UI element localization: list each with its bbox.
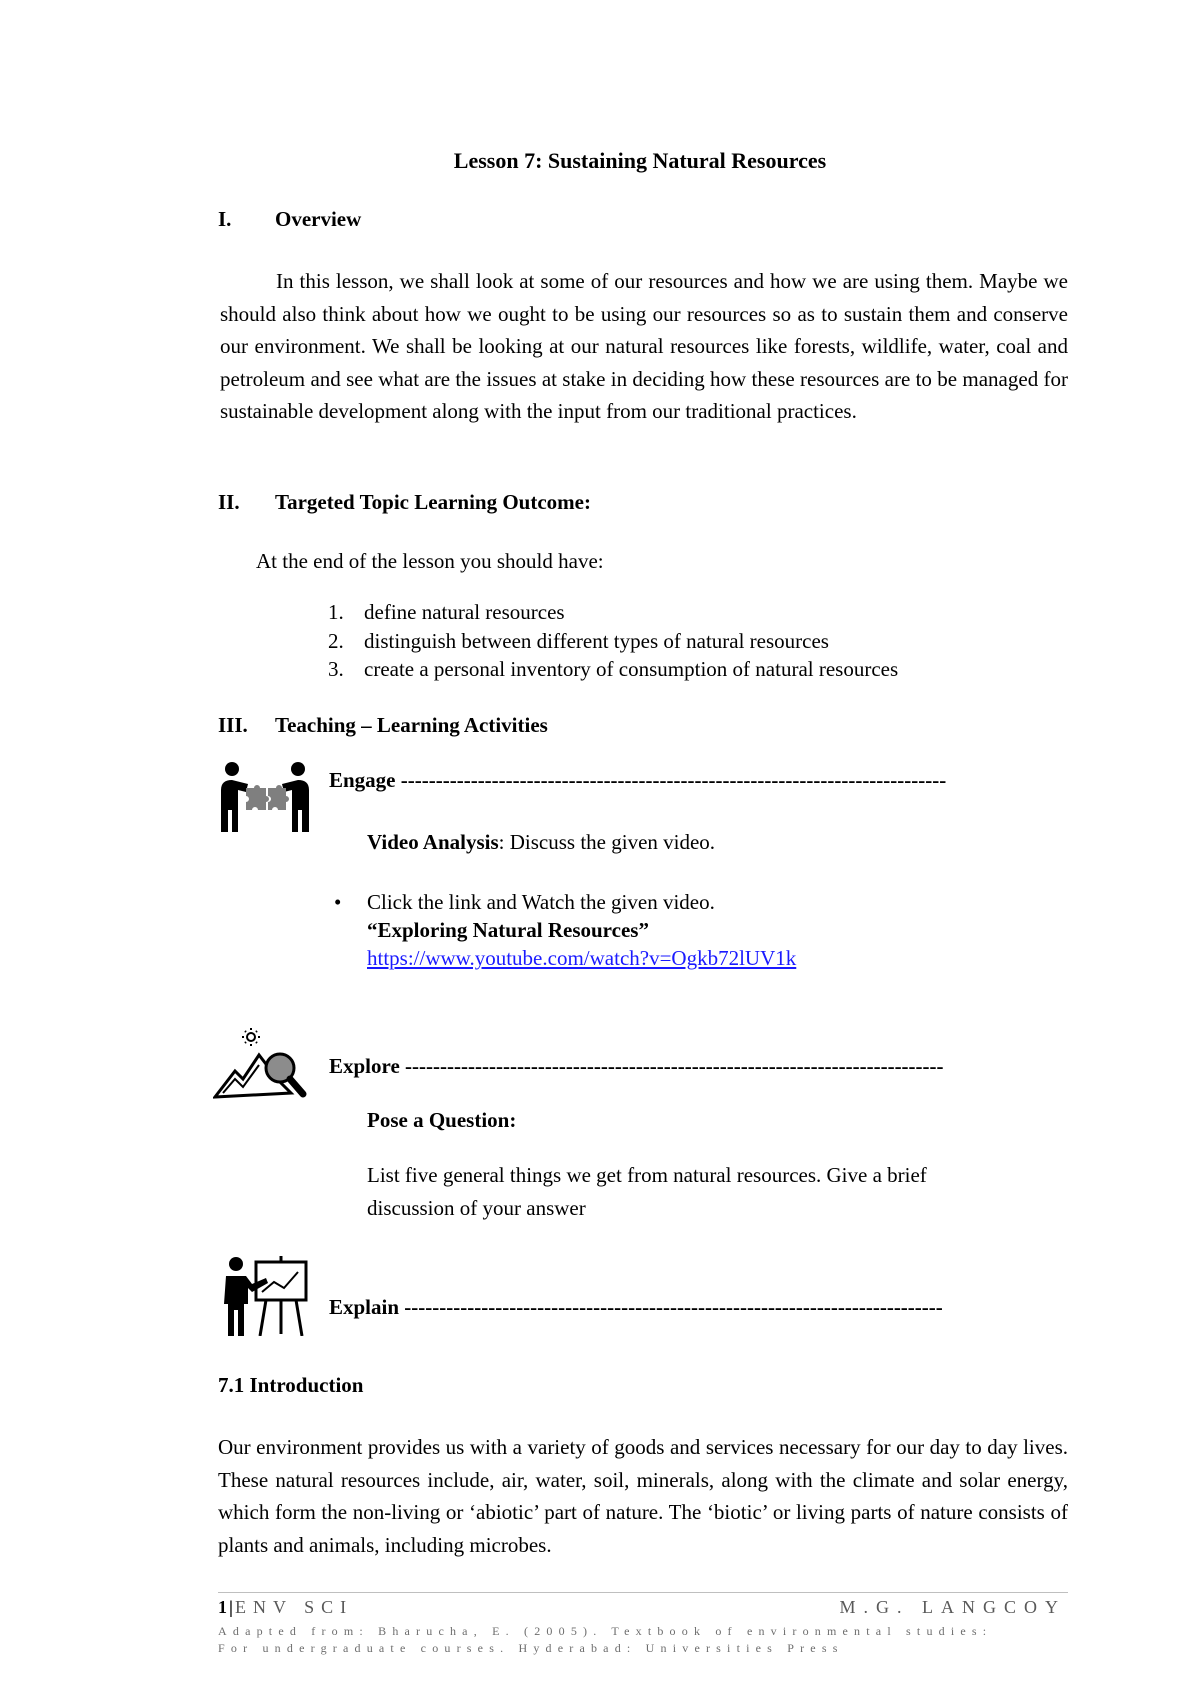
- footer-citation-2: For undergraduate courses. Hyderabad: Universities Press: [218, 1641, 844, 1655]
- pose-question-label: Pose a Question:: [367, 1108, 517, 1132]
- section-heading-outcome: Targeted Topic Learning Outcome:: [275, 490, 591, 514]
- outcome-intro: At the end of the lesson you should have:: [256, 549, 604, 573]
- overview-paragraph: In this lesson, we shall look at some of our resources and how we are using them. Maybe we should also think about how we ought to be using our resources so as to sustain them and conserve our environment. We shall be looking at our natural resources like forests, wildlife, water, coal and petroleum and see what are the issues at stake in deciding how these resources are to be managed for sustainable development along with the input from our traditional practices.: [220, 269, 1068, 423]
- video-link[interactable]: https://www.youtube.com/watch?v=Ogkb72lUV1k: [367, 946, 797, 970]
- section-heading-overview: Overview: [275, 207, 362, 231]
- explain-heading: Explain -----------------------------------------------------------------------------: [329, 1295, 943, 1319]
- mountain-magnifier-icon: [213, 1027, 313, 1099]
- outcome-list: [328, 598, 898, 684]
- introduction-paragraph: Our environment provides us with a variety of goods and services necessary for our day to day lives. These natural resources include, air, water, soil, minerals, along with the climate and solar energy, which form the non-living or ‘abiotic’ part of nature. The ‘biotic’ or living parts of nature consists of plants and animals, including microbes.: [218, 1435, 1068, 1557]
- footer-course: ENV SCI: [234, 1597, 354, 1617]
- video-title: “Exploring Natural Resources”: [367, 918, 649, 942]
- page-number: 1: [218, 1597, 229, 1617]
- section-number-outcome: II.: [218, 490, 240, 514]
- presenter-board-icon: [222, 1256, 310, 1336]
- footer-left: 1|ENV SCI: [218, 1597, 354, 1617]
- footer-divider: [218, 1592, 1068, 1593]
- list-item: 2. distinguish between different types of natural resources: [328, 628, 829, 653]
- video-analysis-line: Video Analysis: Discuss the given video.: [367, 830, 716, 854]
- section-heading-activities: Teaching – Learning Activities: [275, 713, 548, 737]
- section-number-overview: I.: [218, 207, 232, 231]
- page-title: Lesson 7: Sustaining Natural Resources: [453, 148, 827, 173]
- teamwork-puzzle-icon: [218, 760, 312, 832]
- footer-author: M.G. LANGCOY: [839, 1597, 1066, 1617]
- watch-instruction: Click the link and Watch the given video.: [367, 890, 715, 914]
- section-number-activities: III.: [218, 713, 248, 737]
- footer-citation-1: Adapted from: Bharucha, E. (2005). Textbook of environmental studies:: [218, 1624, 993, 1638]
- introduction-heading: 7.1 Introduction: [218, 1373, 364, 1397]
- list-item: 3. create a personal inventory of consumption of natural resources: [328, 657, 899, 681]
- question-text: List five general things we get from natural resources. Give a brief discussion of your answer: [367, 1163, 927, 1220]
- bullet-icon: •: [334, 890, 342, 914]
- engage-heading: Engage ------------------------------------------------------------------------------: [329, 768, 947, 792]
- explore-heading: Explore -----------------------------------------------------------------------------: [329, 1054, 944, 1078]
- list-item: 1. define natural resources: [328, 600, 565, 624]
